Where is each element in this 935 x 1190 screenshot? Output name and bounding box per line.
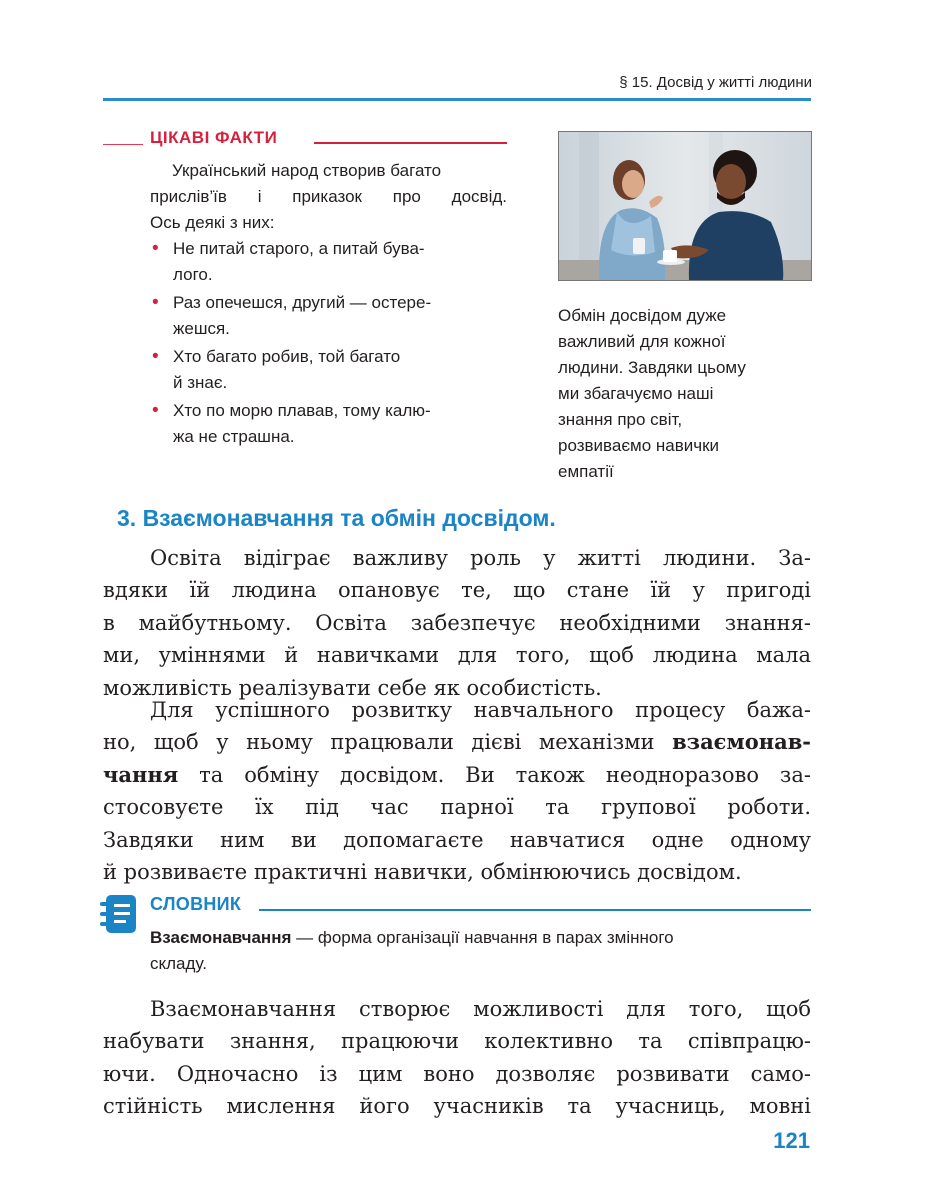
list-item: • Хто багато робив, той багато й знає. [152, 346, 401, 392]
paragraph-3 [103, 993, 811, 1123]
dictionary-term: Взаємонавчання [150, 928, 292, 947]
dictionary-title: СЛОВНИК [150, 894, 242, 914]
facts-intro-line: прислів’їв і приказок про досвід. [150, 187, 507, 206]
text-line: ми, уміннями й навичками для того, щоб людина мала [103, 643, 811, 668]
text-line: но, щоб у ньому працювали дієві механізми взаємонав- [103, 729, 811, 755]
dictionary-rule [259, 909, 811, 911]
list-item: • Раз опечешся, другий — остере- жешся. [152, 292, 432, 338]
text-line: ючи. Одночасно із цим воно дозволяє розвивати само- [103, 1061, 811, 1086]
paragraph-2 [103, 694, 811, 888]
facts-title: ЦІКАВІ ФАКТИ [150, 128, 278, 147]
facts-intro [150, 158, 507, 236]
facts-intro-line: Український народ створив багато [172, 161, 442, 180]
bullet-icon: • [152, 346, 159, 367]
paragraph-1 [103, 542, 811, 704]
text-line: чання та обміну досвідом. Ви також неодноразово за- [103, 761, 811, 787]
facts-body [150, 158, 507, 450]
text-line: стосовуєте їх під час парної та групової роботи. [103, 795, 811, 820]
text-line: Завдяки ним ви допомагаєте навчатися одне одному [103, 827, 811, 852]
bullet-icon: • [152, 292, 159, 313]
text-line: стійність мислення його учасників та учасниць, мовні [103, 1094, 811, 1119]
text-line: можливість реалізувати себе як особистість. [103, 675, 602, 700]
text-line: вдяки їй людина опановує те, що стане їй у пригоді [103, 578, 811, 603]
facts-accent-line [103, 144, 143, 145]
photo-caption: Обмін досвідом дуже важливий для кожної людини. Завдяки цьому ми збагачуємо наші знання про світ, розвиваємо навички емпатії [558, 306, 746, 481]
text-line: Взаємонавчання створює можливості для того, щоб [150, 997, 811, 1021]
header-rule [103, 98, 811, 101]
term-highlight: чання [103, 761, 179, 787]
proverbs-list [150, 236, 507, 450]
section-heading: 3. Взаємонавчання та обмін досвідом. [117, 505, 556, 531]
photo-illustration [559, 132, 811, 280]
list-item: • Не питай старого, а питай бува- лого. [152, 238, 425, 284]
text-line: Освіта відіграє важливу роль у житті людини. За- [150, 546, 811, 570]
dictionary-definition: складу. [150, 954, 207, 973]
bullet-icon: • [152, 400, 159, 421]
text-line: набувати знання, працюючи колективно та співпрацю- [103, 1029, 811, 1054]
dictionary-entry [150, 925, 812, 977]
page-number: 121 [773, 1128, 810, 1153]
list-item: • Хто по морю плавав, тому калю- жа не страшна. [152, 400, 431, 446]
running-header: § 15. Досвід у житті людини [619, 74, 812, 91]
two-people-conversation-photo [558, 131, 812, 281]
text-line: Для успішного розвитку навчального процесу бажа- [150, 698, 811, 722]
facts-title-rule [314, 142, 507, 144]
dictionary-definition: — форма організації навчання в парах змінного [291, 928, 674, 947]
facts-intro-line: Ось деякі з них: [150, 213, 275, 232]
text-line: в майбутньому. Освіта забезпечує необхідними знання- [103, 610, 811, 635]
term-highlight: взаємонав- [672, 729, 811, 755]
text-line: й розвиваєте практичні навички, обмінюючись досвідом. [103, 860, 742, 885]
notebook-icon [100, 893, 138, 935]
bullet-icon: • [152, 238, 159, 259]
